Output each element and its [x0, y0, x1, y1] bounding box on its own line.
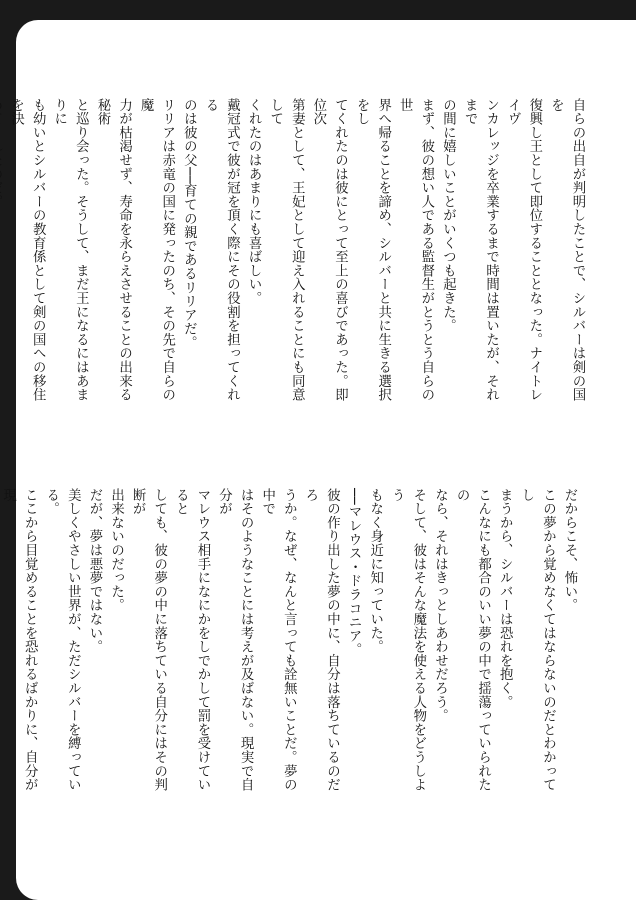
text-line: だが、夢は悪夢ではない。 — [86, 488, 102, 654]
text-line: まうから、シルバーは恐れを抱く。 — [497, 488, 513, 709]
text-line: てくれたのは彼にとって至上の喜びであった。即位次 — [310, 98, 348, 402]
text-line: はそのようなことには考えが及ばない。現実で自分が — [216, 488, 254, 792]
text-line: 自らの出自が判明したことで、シルバーは剣の国を — [548, 98, 585, 402]
text-line: 美しくやさしい世界が、ただシルバーを縛っている。 — [43, 488, 81, 792]
text-line: しても、彼の夢の中に落ちている自分にはその判断が — [130, 488, 167, 792]
text-line: この夢から覚めなくてはならないのだとわかってし — [518, 488, 556, 792]
text-line: ここから目覚めることを恐れるばかりに、自分が現 — [0, 488, 38, 792]
text-line: の間に嬉しいことがいくつも起きた。 — [440, 98, 456, 333]
text-line: も幼いとシルバーの教育係として剣の国への移住を決 — [8, 98, 46, 402]
text-line: だからこそ、怖い。 — [562, 488, 577, 613]
upper-text-block — [0, 98, 588, 410]
text-line: 戴冠式で彼が冠を頂く際にその役割を担ってくれる — [202, 98, 240, 402]
text-line: 力が枯渇せず、寿命を永らえさせることの出来る秘術 — [94, 98, 132, 402]
text-line: 彼の作り出した夢の中に、自分は落ちているのだろ — [302, 488, 340, 792]
text-line: のは彼の父──育ての親であるリリアだ。 — [181, 98, 197, 350]
text-line: リリアは赤竜の国に発ったのち、その先で自らの魔 — [138, 98, 175, 402]
text-line: マレウス相手になにかをしでかして罰を受けていると — [173, 488, 210, 792]
text-line: ──マレウス・ドラコニア。 — [346, 488, 362, 657]
text-line: うか。なぜ、なんと言っても詮無いことだ。夢の中で — [259, 488, 297, 792]
text-line: まず、彼の想い人である監督生がとうとう自らの世 — [397, 98, 434, 402]
text-line: もなく身近に知っていた。 — [367, 488, 383, 654]
text-line: 第妻として、王妃として迎え入れることにも同意して — [267, 98, 305, 402]
text-line: 界へ帰ることを諦め、シルバーと共に生きる選択をし — [354, 98, 391, 402]
text-line: くれたのはあまりにも喜ばしい。 — [246, 98, 262, 305]
text-line: そして、彼はそんな魔法を使える人物をどうしよう — [389, 488, 426, 792]
lower-text-block — [0, 488, 580, 798]
text-line: 出来ないのだった。 — [108, 488, 124, 613]
text-line: 復興し王として即位することとなった。ナイトレイヴ — [505, 98, 542, 402]
text-line: ンカレッジを卒業するまで時間は置いたが、それまで — [462, 98, 499, 402]
text-line: なら、それはきっとしあわせだろう。 — [432, 488, 448, 723]
page-sheet — [0, 20, 636, 900]
text-line — [0, 98, 5, 410]
text-line: こんなにも都合のいい夢の中で揺蕩っていられたの — [454, 488, 491, 792]
text-line: と巡り会った。そうして、まだ王になるにはあまりに — [51, 98, 89, 402]
